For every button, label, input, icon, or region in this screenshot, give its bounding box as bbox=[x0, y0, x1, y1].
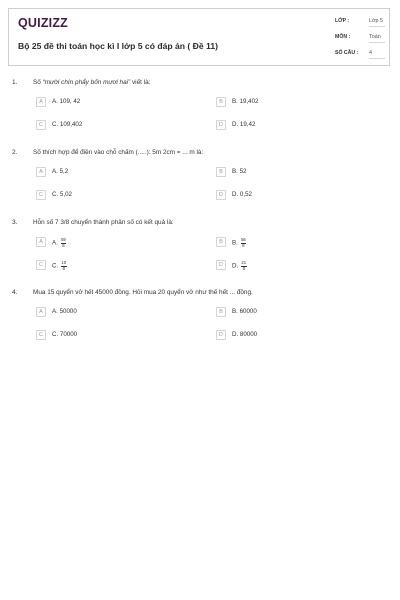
option-letter-box: D bbox=[216, 190, 226, 200]
question-number: 2. bbox=[12, 149, 18, 156]
option-text: D. 19,42 bbox=[232, 121, 256, 128]
option-letter-box: A bbox=[36, 97, 46, 107]
worksheet-header bbox=[8, 8, 390, 66]
meta-lop-value: Lớp 5 bbox=[369, 18, 385, 27]
fraction-numerator: 56 bbox=[241, 237, 246, 242]
fraction-denominator: 8 bbox=[242, 265, 245, 271]
fraction bbox=[241, 261, 247, 271]
fraction-numerator: 21 bbox=[241, 260, 247, 265]
option-text bbox=[52, 238, 66, 248]
option-prefix: C. bbox=[52, 262, 59, 270]
option-letter-box: B bbox=[216, 167, 226, 177]
fraction-numerator: 10 bbox=[61, 260, 67, 265]
option-text: A. 50000 bbox=[52, 308, 77, 315]
option-prefix: B. bbox=[232, 239, 238, 247]
option-text: A. 109, 42 bbox=[52, 98, 81, 105]
question-text bbox=[33, 79, 150, 86]
option-letter-box: D bbox=[216, 260, 226, 270]
fraction bbox=[241, 238, 247, 248]
fraction-denominator: 8 bbox=[242, 242, 245, 248]
fraction bbox=[61, 261, 67, 271]
meta-lop-label: LỚP : bbox=[335, 18, 350, 24]
option-letter-box: A bbox=[36, 167, 46, 177]
option-letter-box: A bbox=[36, 237, 46, 247]
option-text: A. 5,2 bbox=[52, 168, 69, 175]
question-number: 4. bbox=[12, 289, 18, 296]
question-number: 3. bbox=[12, 219, 18, 226]
option-text bbox=[232, 261, 247, 271]
option-letter-box: B bbox=[216, 237, 226, 247]
meta-socau-value: 4 bbox=[369, 50, 385, 59]
fraction-numerator: 59 bbox=[61, 237, 66, 242]
document-title: Bộ 25 đề thi toán học kì I lớp 5 có đáp án ( Đề 11) bbox=[18, 41, 218, 51]
option-letter-box: A bbox=[36, 307, 46, 317]
option-letter-box: B bbox=[216, 97, 226, 107]
option-text: C. 70000 bbox=[52, 331, 78, 338]
option-text: B. 19,402 bbox=[232, 98, 259, 105]
meta-mon-label: MÔN : bbox=[335, 34, 351, 40]
option-text bbox=[232, 238, 246, 248]
option-letter-box: C bbox=[36, 330, 46, 340]
option-prefix: A. bbox=[52, 239, 58, 247]
quizizz-logo: QUIZIZZ bbox=[18, 16, 69, 30]
option-letter-box: B bbox=[216, 307, 226, 317]
option-text bbox=[52, 261, 67, 271]
question-text: Số thích hợp để điền vào chỗ chấm (.....): 5m 2cm = ... m là: bbox=[33, 149, 204, 156]
option-letter-box: C bbox=[36, 120, 46, 130]
fraction-denominator: 8 bbox=[62, 265, 65, 271]
option-letter-box: D bbox=[216, 120, 226, 130]
question-text: Hỗn số 7 3/8 chuyển thành phân số có kết quả là: bbox=[33, 219, 174, 226]
option-text: B. 60000 bbox=[232, 308, 257, 315]
option-text: C. 109,402 bbox=[52, 121, 83, 128]
question-number: 1. bbox=[12, 79, 18, 86]
meta-mon-value: Toán bbox=[369, 34, 385, 43]
question-text-suffix: viết là: bbox=[130, 79, 151, 86]
option-letter-box: D bbox=[216, 330, 226, 340]
option-letter-box: C bbox=[36, 260, 46, 270]
question-text-italic: “mười chín phẩy bốn mươi hai” bbox=[42, 79, 131, 86]
fraction bbox=[61, 238, 67, 248]
option-letter-box: C bbox=[36, 190, 46, 200]
option-text: C. 5,02 bbox=[52, 191, 72, 198]
question-text: Mua 15 quyển vở hết 45000 đồng. Hỏi mua 20 quyển vở như thế hết ... đồng. bbox=[33, 289, 253, 296]
option-text: D. 0,52 bbox=[232, 191, 252, 198]
meta-socau-label: SỐ CÂU : bbox=[335, 50, 359, 56]
option-text: D. 80000 bbox=[232, 331, 258, 338]
option-text: B. 52 bbox=[232, 168, 247, 175]
option-prefix: D. bbox=[232, 262, 239, 270]
question-text-prefix: Số bbox=[33, 79, 43, 86]
fraction-denominator: 8 bbox=[62, 242, 65, 248]
